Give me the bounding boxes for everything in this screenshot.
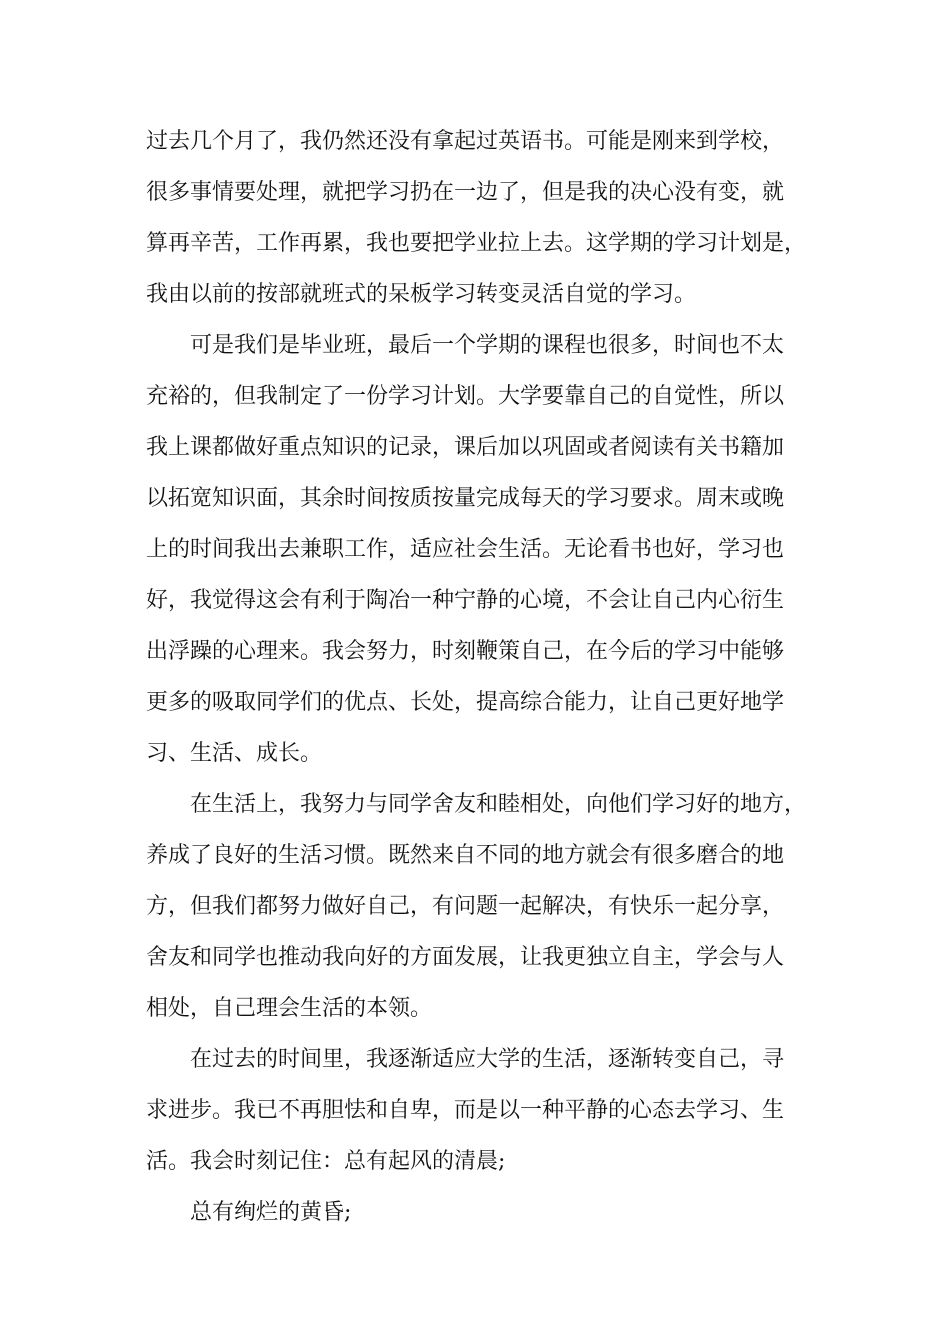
text-line: 习、生活、成长。 (146, 741, 323, 766)
text-line: 充裕的，但我制定了一份学习计划。大学要靠自己的自觉性，所以 (146, 384, 785, 409)
text-line: 好，我觉得这会有利于陶冶一种宁静的心境，不会让自己内心衍生 (146, 588, 785, 613)
text-line: 出浮躁的心理来。我会努力，时刻鞭策自己，在今后的学习中能够 (146, 639, 785, 664)
paragraph (146, 116, 814, 320)
text-line: 上的时间我出去兼职工作，适应社会生活。无论看书也好，学习也 (146, 537, 785, 562)
paragraph (146, 779, 814, 1034)
text-line: 在生活上，我努力与同学舍友和睦相处，向他们学习好的地方， (190, 792, 807, 817)
document-body (146, 116, 814, 1238)
paragraph (146, 1187, 814, 1238)
text-line: 舍友和同学也推动我向好的方面发展，让我更独立自主，学会与人 (146, 945, 785, 970)
text-line: 更多的吸取同学们的优点、长处，提高综合能力，让自己更好地学 (146, 690, 785, 715)
text-line: 活。我会时刻记住：总有起风的清晨; (146, 1149, 506, 1174)
text-line: 可是我们是毕业班，最后一个学期的课程也很多，时间也不太 (190, 333, 785, 358)
text-line: 过去几个月了，我仍然还没有拿起过英语书。可能是刚来到学校， (146, 129, 785, 154)
text-line: 求进步。我已不再胆怯和自卑，而是以一种平静的心态去学习、生 (146, 1098, 785, 1123)
text-line: 在过去的时间里，我逐渐适应大学的生活，逐渐转变自己，寻 (190, 1047, 785, 1072)
text-line: 以拓宽知识面，其余时间按质按量完成每天的学习要求。周末或晚 (146, 486, 785, 511)
text-line: 养成了良好的生活习惯。既然来自不同的地方就会有很多磨合的地 (146, 843, 785, 868)
text-line: 我上课都做好重点知识的记录，课后加以巩固或者阅读有关书籍加 (146, 435, 785, 460)
text-line: 相处，自己理会生活的本领。 (146, 996, 433, 1021)
text-line: 很多事情要处理，就把学习扔在一边了，但是我的决心没有变，就 (146, 180, 785, 205)
paragraph (146, 320, 814, 779)
text-line: 我由以前的按部就班式的呆板学习转变灵活自觉的学习。 (146, 282, 697, 307)
text-line: 总有绚烂的黄昏; (190, 1200, 352, 1225)
paragraph (146, 1034, 814, 1187)
text-line: 算再辛苦，工作再累，我也要把学业拉上去。这学期的学习计划是， (146, 231, 807, 256)
text-line: 方，但我们都努力做好自己，有问题一起解决，有快乐一起分享， (146, 894, 785, 919)
